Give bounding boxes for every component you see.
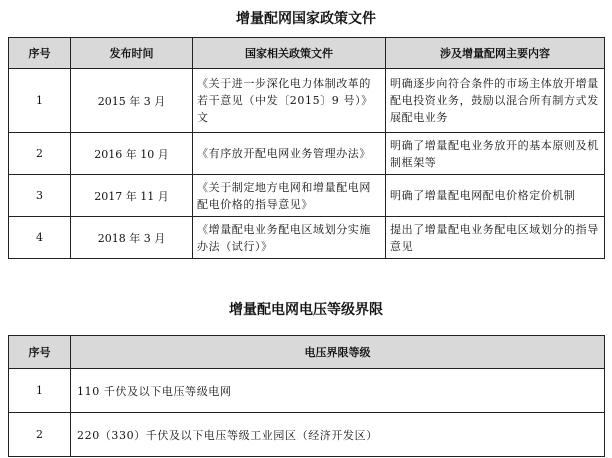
table-row (9, 175, 605, 217)
table-row (9, 217, 605, 259)
row-num: 1 (9, 69, 71, 133)
row-date: 2018 年 3 月 (71, 217, 193, 259)
row-doc: 《增量配电业务配电区域划分实施办法（试行）》 (193, 217, 386, 259)
header-level: 电压界限等级 (71, 336, 605, 369)
row-num: 3 (9, 175, 71, 217)
table-row (9, 413, 605, 457)
row-doc: 《关于进一步深化电力体制改革的若干意见（中发〔2015〕9 号）》文 (193, 69, 386, 133)
table-header-row (9, 336, 605, 369)
row-date: 2015 年 3 月 (71, 69, 193, 133)
table-row (9, 133, 605, 175)
header-content: 涉及增量配网主要内容 (386, 38, 605, 69)
row-num: 2 (9, 133, 71, 175)
row-content: 明确了增量配电业务放开的基本原则及机制框架等 (386, 133, 605, 175)
table-row (9, 69, 605, 133)
voltage-table (8, 335, 605, 457)
row-content: 提出了增量配电业务配电区域划分的指导意见 (386, 217, 605, 259)
table-header-row (9, 38, 605, 69)
header-num: 序号 (9, 38, 71, 69)
row-doc: 《关于制定地方电网和增量配电网配电价格的指导意见》 (193, 175, 386, 217)
header-num: 序号 (9, 336, 71, 369)
header-doc: 国家相关政策文件 (193, 38, 386, 69)
row-num: 2 (9, 413, 71, 457)
row-num: 4 (9, 217, 71, 259)
row-doc: 《有序放开配电网业务管理办法》 (193, 133, 386, 175)
row-content: 明确了增量配电网配电价格定价机制 (386, 175, 605, 217)
policy-table-title: 增量配网国家政策文件 (236, 11, 376, 27)
row-num: 1 (9, 369, 71, 413)
row-date: 2017 年 11 月 (71, 175, 193, 217)
row-content: 明确逐步向符合条件的市场主体放开增量配电投资业务，鼓励以混合所有制方式发展配电业务 (386, 69, 605, 133)
row-level: 110 千伏及以下电压等级电网 (71, 369, 605, 413)
voltage-table-title: 增量配电网电压等级界限 (229, 302, 383, 318)
row-date: 2016 年 10 月 (71, 133, 193, 175)
row-level: 220（330）千伏及以下电压等级工业园区（经济开发区） (71, 413, 605, 457)
table-row (9, 369, 605, 413)
policy-table (8, 37, 605, 259)
header-date: 发布时间 (71, 38, 193, 69)
